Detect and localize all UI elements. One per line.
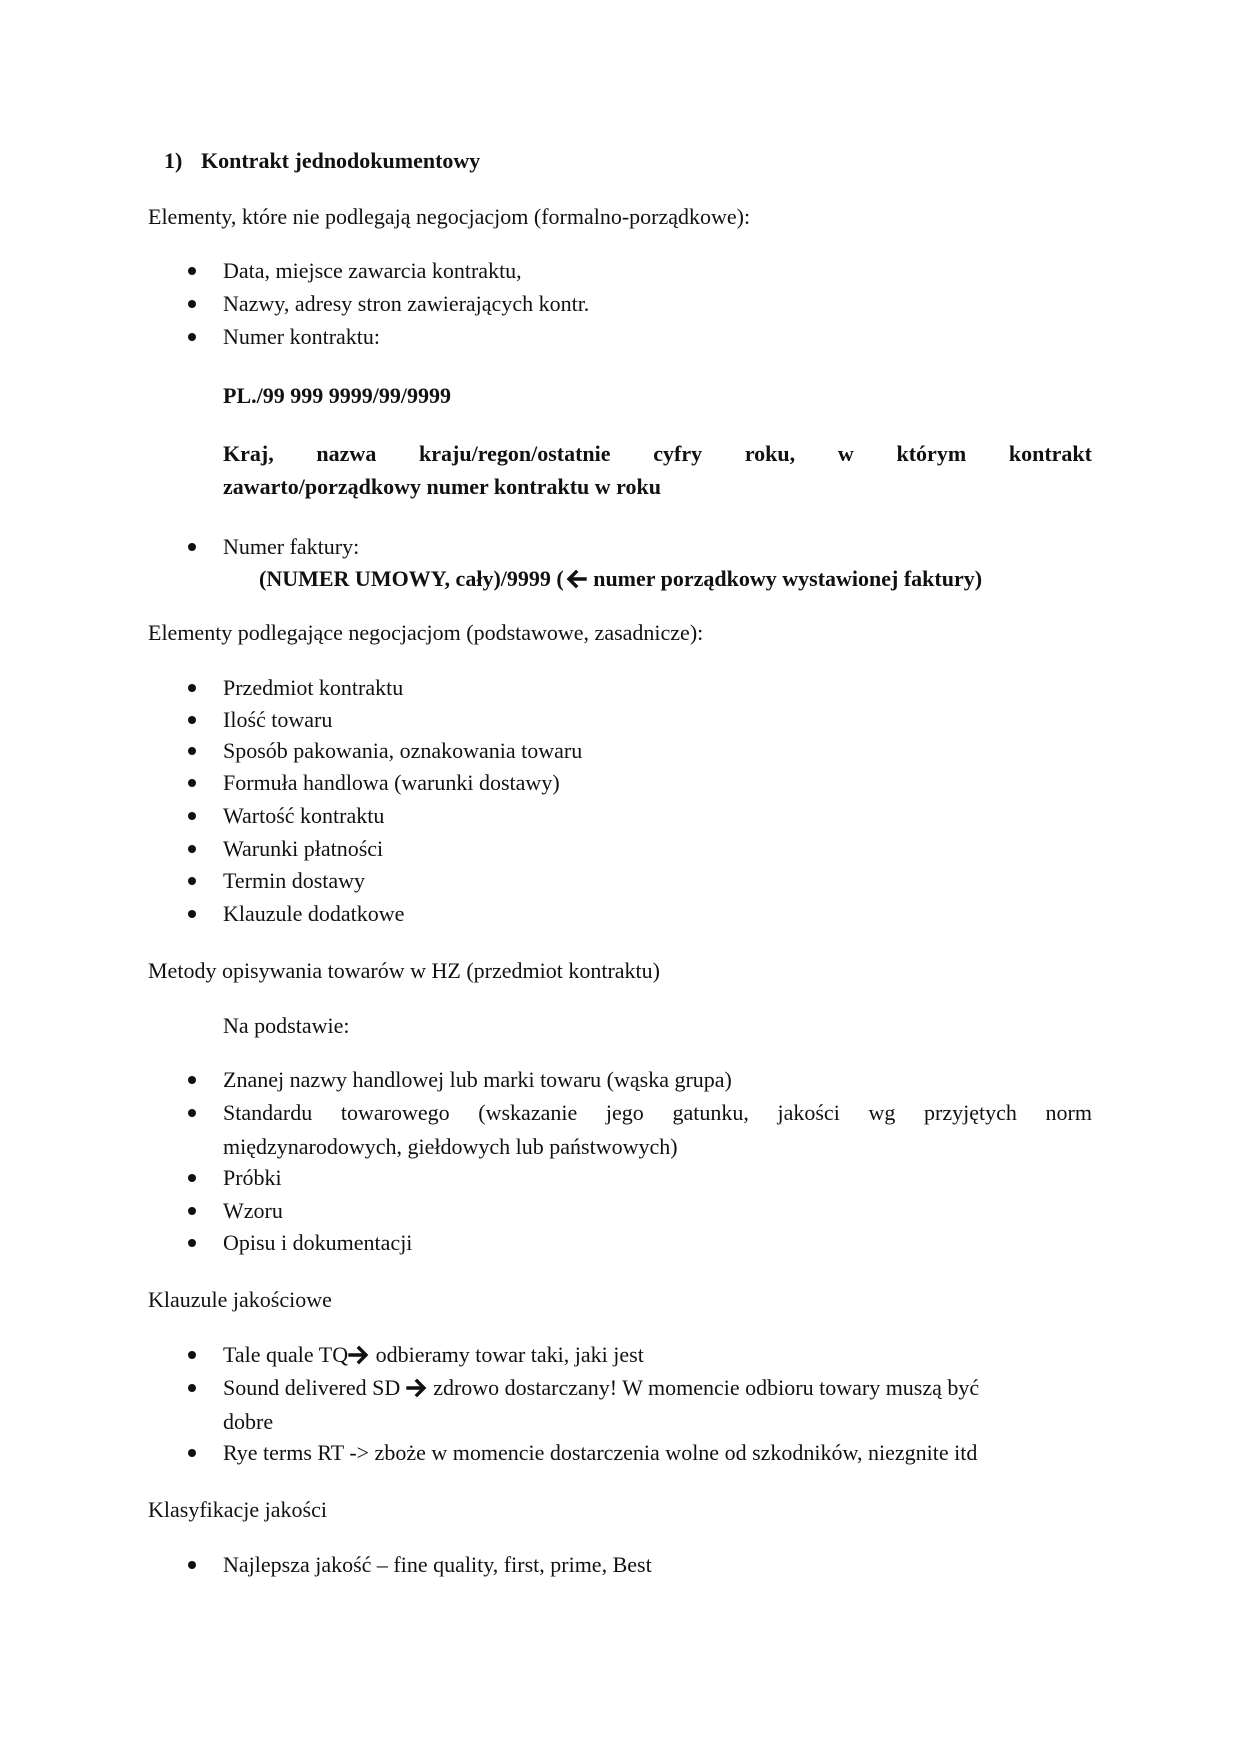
arrow-left-icon xyxy=(565,568,587,596)
clause-description: zdrowo dostarczany! W momencie odbioru towary muszą być xyxy=(427,1375,980,1400)
list-item: Wzoru xyxy=(223,1198,283,1223)
bullet-icon xyxy=(188,300,196,308)
list-item: Znanej nazwy handlowej lub marki towaru (wąska grupa) xyxy=(223,1067,732,1092)
section-intro-quality-classes: Klasyfikacje jakości xyxy=(148,1497,327,1522)
list-item: Data, miejsce zawarcia kontraktu, xyxy=(223,258,522,283)
contract-number-description-line1: Kraj, nazwa kraju/regon/ostatnie cyfry roku, w którym kontrakt xyxy=(223,441,1092,466)
list-item: Nazwy, adresy stron zawierających kontr. xyxy=(223,291,590,316)
heading-title: Kontrakt jednodokumentowy xyxy=(201,148,481,173)
arrow-right-icon xyxy=(406,1377,428,1405)
bullet-icon xyxy=(188,779,196,787)
list-item: Numer kontraktu: xyxy=(223,324,381,349)
bullet-icon xyxy=(188,812,196,820)
invoice-number-format xyxy=(259,565,982,596)
heading-number: 1) xyxy=(164,148,183,173)
bullet-icon xyxy=(188,910,196,918)
bullet-icon xyxy=(188,1561,196,1569)
contract-number-description-line2: zawarto/porządkowy numer kontraktu w roku xyxy=(223,474,661,499)
bullet-icon xyxy=(188,1207,196,1215)
bullet-icon xyxy=(188,1076,196,1084)
bullet-icon xyxy=(188,1449,196,1457)
bullet-icon xyxy=(188,845,196,853)
bullet-icon xyxy=(188,1384,196,1392)
bullet-icon xyxy=(188,333,196,341)
bullet-icon xyxy=(188,716,196,724)
bullet-icon xyxy=(188,747,196,755)
list-item: Formuła handlowa (warunki dostawy) xyxy=(223,770,560,795)
list-item: Klauzule dodatkowe xyxy=(223,901,405,926)
list-item-continuation: dobre xyxy=(223,1409,274,1434)
bullet-icon xyxy=(188,1351,196,1359)
list-item xyxy=(223,1341,644,1372)
list-item: Sposób pakowania, oznakowania towaru xyxy=(223,738,583,763)
bullet-icon xyxy=(188,877,196,885)
list-item xyxy=(223,1374,979,1405)
bullet-icon xyxy=(188,267,196,275)
invoice-format-suffix: numer porządkowy wystawionej faktury) xyxy=(587,566,983,591)
list-item: Próbki xyxy=(223,1165,282,1190)
list-item: Termin dostawy xyxy=(223,868,366,893)
list-item: Standardu towarowego (wskazanie jego gatunku, jakości wg przyjętych norm xyxy=(223,1100,1092,1125)
clause-description: odbieramy towar taki, jaki jest xyxy=(370,1342,644,1367)
bullet-icon xyxy=(188,1174,196,1182)
methods-sub-intro: Na podstawie: xyxy=(223,1013,350,1038)
list-item: Rye terms RT -> zboże w momencie dostarczenia wolne od szkodników, niezgnite itd xyxy=(223,1440,978,1465)
contract-number-format: PL./99 999 9999/99/9999 xyxy=(223,383,451,408)
bullet-icon xyxy=(188,1239,196,1247)
arrow-right-icon xyxy=(348,1344,370,1372)
list-item-continuation: międzynarodowych, giełdowych lub państwowych) xyxy=(223,1134,678,1159)
clause-term: Sound delivered SD xyxy=(223,1375,406,1400)
list-item: Ilość towaru xyxy=(223,707,333,732)
clause-term: Tale quale TQ xyxy=(223,1342,349,1367)
list-item: Najlepsza jakość – fine quality, first, prime, Best xyxy=(223,1552,652,1577)
bullet-icon xyxy=(188,684,196,692)
bullet-icon xyxy=(188,1109,196,1117)
bullet-icon xyxy=(188,543,196,551)
list-item: Warunki płatności xyxy=(223,836,384,861)
section-intro-quality-clauses: Klauzule jakościowe xyxy=(148,1287,332,1312)
list-item: Przedmiot kontraktu xyxy=(223,675,404,700)
section-intro-non-negotiable: Elementy, które nie podlegają negocjacjom (formalno-porządkowe): xyxy=(148,204,751,229)
invoice-format-prefix: (NUMER UMOWY, cały)/9999 ( xyxy=(259,566,564,591)
invoice-label: Numer faktury: xyxy=(223,534,360,559)
list-item: Opisu i dokumentacji xyxy=(223,1230,413,1255)
section-intro-methods: Metody opisywania towarów w HZ (przedmiot kontraktu) xyxy=(148,958,660,983)
section-intro-negotiable: Elementy podlegające negocjacjom (podstawowe, zasadnicze): xyxy=(148,620,704,645)
list-item: Wartość kontraktu xyxy=(223,803,385,828)
